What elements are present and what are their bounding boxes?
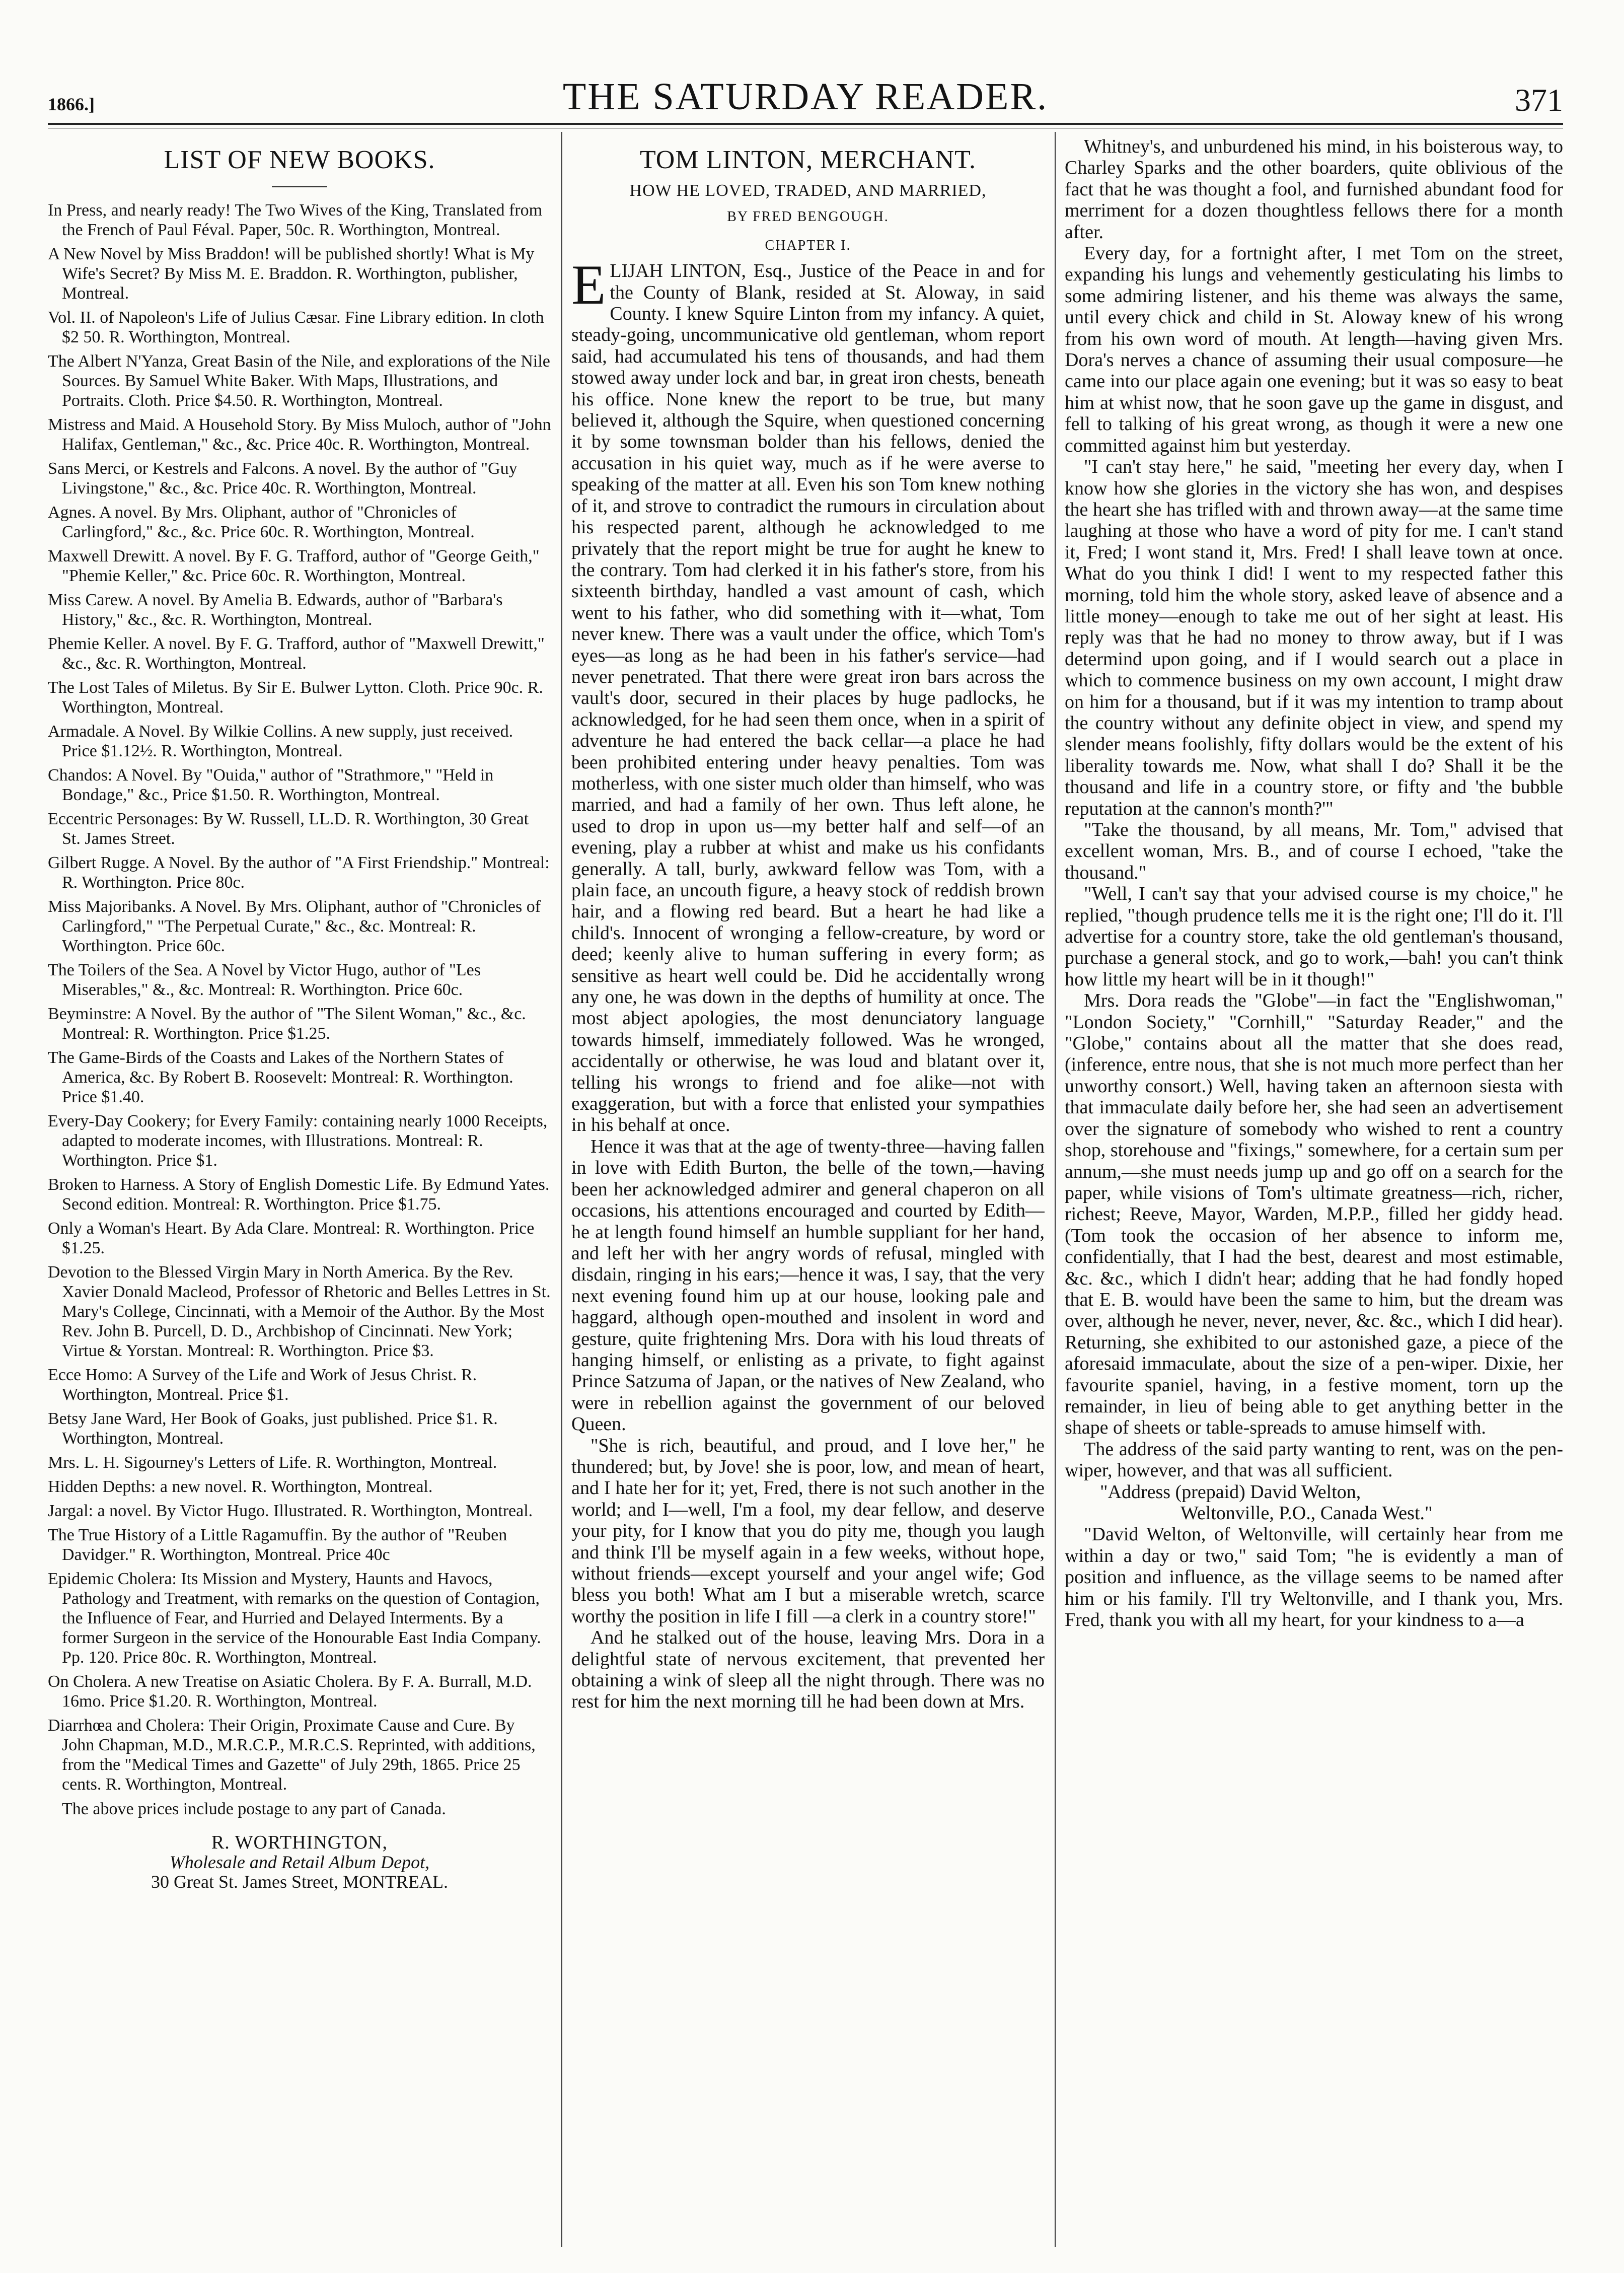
story-title: TOM LINTON, MERCHANT.: [639, 146, 977, 174]
story-paragraph: "She is rich, beautiful, and proud, and I love her," he thundered; but, by Jove! she is poor, low, and mean of heart, and I hate her for it; yet, Fred, there is not such another in the world; and I—well, I'm a fool, my dear fellow, and deserve your pity, for I know that you do pity me, though you laugh and think I'll be myself again in a few weeks, without hope, without friends—except yourself and your angel wife; God bless you both! What am I but a miserable wretch, scarce worthy the position in life I fill —a clerk in a country store!": [571, 1435, 1045, 1627]
newspaper-title: THE SATURDAY READER.: [562, 76, 1049, 118]
masthead-rule: [48, 123, 1563, 125]
story-paragraph: Every day, for a fortnight after, I met Tom on the street, expanding his lungs and vehemently gesticulating his limbs to some admiring listener, and his theme was always the same, until every chick and child in St. Aloway knew of his wrong from his own word of mouth. At length—having given Mrs. Dora's nerves a chance of assuming their usual composure—he came into our place again one evening; but it was so easy to beat him at whist now, that he soon gave up the game in disgust, and fell to talking of his great wrong, as though it were a new one committed against him but yesterday.: [1065, 243, 1563, 456]
column-3-paragraphs: [1065, 136, 1563, 1481]
address-line-1: "Address (prepaid) David Welton,: [1100, 1481, 1361, 1503]
story-paragraph: "Take the thousand, by all means, Mr. Tom," advised that excellent woman, Mrs. B., and of course I echoed, "take the thousand.": [1065, 819, 1563, 883]
story-paragraph: Mrs. Dora reads the "Globe"—in fact the "Englishwoman," "London Society," "Cornhill," "Saturday Reader," and the "Globe," contains about all the matter that she does read, (inference, entre nous, that she is not much more perfect than her unworthy consort.) Well, having taken an afternoon siesta with that immaculate daily before her, she had seen an advertisement over the signature of somebody who wished to rent a country shop, storehouse and "fixings," somewhere, for a certain sum per annum,—she must needs jump up and go off on a search for the paper, while visions of Tom's ultimate greatness—rich, richer, richest; Reeve, Mayor, Warden, M.P.P., filled her giddy head. (Tom took the occasion of her absence to inform me, confidentially, that I had the best, dearest and most estimable, &c. &c., which I didn't hear; adding that he had fondly hoped that E. B. would have been the same to him, but the dream was over, although he never, never, never, &c. &c., which I did hear). Returning, she exhibited to our astonished gaze, a piece of the aforesaid immaculate, about the size of a pen-wiper. Dixie, her favourite spaniel, having, in a festive moment, torn up the remainder, in lieu of being able to get anything better in the shape of sheets or table-spreads to amuse himself with.: [1065, 990, 1563, 1439]
story-paragraph: The address of the said party wanting to rent, was on the pen-wiper, however, and that was all sufficient.: [1065, 1438, 1563, 1481]
book-entry: Gilbert Rugge. A Novel. By the author of "A First Friendship." Montreal: R. Worthington. Price 80c.: [48, 854, 550, 892]
book-entry: The Game-Birds of the Coasts and Lakes of the Northern States of America, &c. By Robert B. Roosevelt: Montreal: R. Worthington. Price $1.40.: [48, 1048, 513, 1106]
chapter-heading: CHAPTER I.: [765, 237, 851, 253]
first-paragraph-text: LIJAH LINTON, Esq., Justice of the Peace in and for the County of Blank, resided at St. Aloway, in said County. I knew Squire Linton from my infancy. A quiet, steady-going, uncommunicative old gentleman, whom report said, had accumulated his tens of thousands, and had them stowed away under lock and bar, in great iron chests, beneath his office. None knew the report to be true, but many believed it, although the Squire, when questioned concerning it by some townsman bolder than his fellows, denied the accusation in his quiet way, much as if he were averse to speaking of the matter at all. Even his son Tom knew nothing of it, and strove to contradict the rumours in circulation about his respected parent, although he acknowledged to me privately that the report might be true for aught he knew to the contrary. Tom had clerked it in his father's store, from his sixteenth birthday, handled a vast amount of cash, which went to his father, who did something with it—what, Tom never knew. There was a vault under the office, which Tom's eyes—as long as he had been in his father's service—had never penetrated. That there were great iron bars across the vault's door, secured in their places by huge padlocks, he acknowledged, for he had seen them once, when in a spirit of adventure he had entered the back cellar—a place he had been prohibited entering under heavy penalties. Tom was motherless, with one sister much older than himself, who was married, and had a family of her own. Thus left alone, he used to drop in upon us—my better half and self—of an evening, play a rubber at whist and make us his confidants generally. A tall, burly, awkward fellow was Tom, with a plain face, an uncouth figure, a heavy stock of reddish brown hair, and a flowing red beard. But a heart he had like a child's. Innocent of wronging a fellow-creature, by word or deed; keenly alive to human suffering in every form; as sensitive as heart well could be. Did he accidentally wrong any one, he was down in the depths of humility at once. The most abject apologies, the most denunciatory language towards himself, immediately followed. Was he wronged, accidentally or otherwise, he was loud and blatant over it, telling his wrongs to friend and foe alike—not with exaggeration, but with a force that enlisted your sympathies in his behalf at once.: [571, 260, 1045, 1136]
book-entry: Epidemic Cholera: Its Mission and Mystery, Haunts and Havocs, Pathology and Treatment, with remarks on the question of Contagion, the Influence of Fear, and Hurried and Delayed Interments. By a former Surgeon in the service of the Honourable East India Company. Pp. 120. Price 80c. R. Worthington, Montreal.: [48, 1570, 541, 1667]
column-divider: [1055, 132, 1056, 2247]
book-entry: Hidden Depths: a new novel. R. Worthington, Montreal.: [48, 1477, 433, 1496]
book-entry: In Press, and nearly ready! The Two Wives of the King, Translated from the French of Paul Féval. Paper, 50c. R. Worthington, Montreal.: [48, 201, 543, 239]
page-number: 371: [1515, 82, 1563, 118]
publisher-role: Wholesale and Retail Album Depot,: [169, 1852, 430, 1872]
book-list: [48, 200, 551, 1794]
book-entry: Armadale. A Novel. By Wilkie Collins. A new supply, just received. Price $1.12½. R. Worthington, Montreal.: [48, 722, 513, 760]
column-2-paragraphs: [571, 1136, 1045, 1713]
drop-cap: E: [571, 254, 606, 317]
story-column-2: [571, 136, 1045, 2246]
book-entry: The True History of a Little Ragamuffin. By the author of "Reuben Davidger." R. Worthington, Montreal. Price 40c: [48, 1526, 507, 1564]
address-line-2: Weltonville, P.O., Canada West.": [1180, 1503, 1433, 1524]
book-entry: Vol. II. of Napoleon's Life of Julius Cæsar. Fine Library edition. In cloth $2 50. R. Worthington, Montreal.: [48, 308, 544, 346]
publisher-block: [48, 1833, 551, 1892]
story-subtitle: HOW HE LOVED, TRADED, AND MARRIED,: [629, 181, 987, 200]
story-column-3: [1065, 136, 1563, 2246]
book-entry: Mistress and Maid. A Household Story. By Miss Muloch, author of "John Halifax, Gentleman," &c., &c. Price 40c. R. Worthington, Montreal.: [48, 415, 551, 454]
story-paragraph: Whitney's, and unburdened his mind, in his boisterous way, to Charley Sparks and the other boarders, quite oblivious of the fact that he was thought a fool, and furnished abundant food for merriment for a dozen thoughtless fellows there for a month after.: [1065, 136, 1563, 243]
book-entry: Agnes. A novel. By Mrs. Oliphant, author of "Chronicles of Carlingford," &c., &c. Price 60c. R. Worthington, Montreal.: [48, 503, 475, 541]
book-entry: Ecce Homo: A Survey of the Life and Work of Jesus Christ. R. Worthington, Montreal. Price $1.: [48, 1366, 477, 1404]
book-entry: Jargal: a novel. By Victor Hugo. Illustrated. R. Worthington, Montreal.: [48, 1502, 533, 1520]
book-entry: Eccentric Personages: By W. Russell, LL.D. R. Worthington, 30 Great St. James Street.: [48, 810, 529, 848]
book-entry: Sans Merci, or Kestrels and Falcons. A novel. By the author of "Guy Livingstone," &c., &c. Price 40c. R. Worthington, Montreal.: [48, 459, 518, 498]
publisher-name: R. WORTHINGTON,: [211, 1832, 388, 1853]
story-paragraph: [571, 254, 1045, 1136]
book-entry: Miss Majoribanks. A Novel. By Mrs. Oliphant, author of "Chronicles of Carlingford," "The Perpetual Curate," &c., &c. Montreal: R. Worthington. Price 60c.: [48, 897, 541, 955]
book-entry: Miss Carew. A novel. By Amelia B. Edwards, author of "Barbara's History," &c., &c. R. Worthington, Montreal.: [48, 591, 503, 629]
book-entry: The Lost Tales of Miletus. By Sir E. Bulwer Lytton. Cloth. Price 90c. R. Worthington, Montreal.: [48, 678, 543, 717]
book-entry: Every-Day Cookery; for Every Family: containing nearly 1000 Receipts, adapted to moderate incomes, with Illustrations. Montreal: R. Worthington. Price $1.: [48, 1112, 548, 1170]
book-entry: Broken to Harness. A Story of English Domestic Life. By Edmund Yates. Second edition. Montreal: R. Worthington. Price $1.75.: [48, 1175, 550, 1214]
book-entry: Chandos: A Novel. By "Ouida," author of "Strathmore," "Held in Bondage," &c., Price $1.50. R. Worthington, Montreal.: [48, 766, 494, 804]
story-paragraph: "David Welton, of Weltonville, will certainly hear from me within a day or two," said Tom; "he is evidently a man of position and influence, as the village seems to be named after him or his family. I'll try Weltonville, and I thank you, Mrs. Fred, thank you with all my heart, for your kindness to a—a: [1065, 1524, 1563, 1631]
story-byline: BY FRED BENGOUGH.: [727, 209, 889, 225]
story-paragraph: "I can't stay here," he said, "meeting her every day, when I know how she glories in the victory she has won, and despises the heart she has trifled with and thrown away—at the same time laughing at those who have a word of pity for me. I can't stand it, Fred; I wont stand it, Mrs. Fred! I shall leave town at once. What do you think I did! I went to my respected father this morning, told him the whole story, asked leave of absence and a little money—enough to take me out of her sight at least. His reply was that he had no money to throw away, but if I was determind upon going, and if I would search out a place in which to commence business on my own account, I might draw on him for a thousand, but if it was my intention to tramp about the country without any definite object in view, and spend my slender means foolishly, fifty dollars would be the extent of his liberality towards me. Now, what shall I do? Shall it be the thousand and life in a country store, or fifty and 'the bubble reputation at the cannon's month?'": [1065, 456, 1563, 819]
postage-note: The above prices include postage to any part of Canada.: [62, 1800, 446, 1818]
book-entry: A New Novel by Miss Braddon! will be published shortly! What is My Wife's Secret? By Miss M. E. Braddon. R. Worthington, publisher, Montreal.: [48, 245, 535, 303]
book-entry: Devotion to the Blessed Virgin Mary in North America. By the Rev. Xavier Donald Macleod, Professor of Rhetoric and Belles Lettres in St. Mary's College, Cincinnati, with a Memoir of the Author. By the Most Rev. John B. Purcell, D. D., Archbishop of Cincinnati. New York; Virtue & Yorstan. Montreal: R. Worthington. Price $3.: [48, 1263, 551, 1360]
story-paragraph: And he stalked out of the house, leaving Mrs. Dora in a delightful state of nervous excitement, that prevented her obtaining a wink of sleep all the night through. There was no rest for him the next morning till he had been down at Mrs.: [571, 1627, 1045, 1713]
books-column: [48, 136, 551, 2246]
book-entry: On Cholera. A new Treatise on Asiatic Cholera. By F. A. Burrall, M.D. 16mo. Price $1.20. R. Worthington, Montreal.: [48, 1672, 532, 1711]
book-entry: Mrs. L. H. Sigourney's Letters of Life. R. Worthington, Montreal.: [48, 1453, 497, 1472]
heading-rule: [272, 186, 327, 187]
book-entry: The Toilers of the Sea. A Novel by Victor Hugo, author of "Les Miserables," &., &c. Montreal: R. Worthington. Price 60c.: [48, 961, 481, 999]
column-divider: [561, 132, 562, 2247]
masthead: [48, 65, 1563, 121]
book-entry: Only a Woman's Heart. By Ada Clare. Montreal: R. Worthington. Price $1.25.: [48, 1219, 535, 1257]
book-entry: Betsy Jane Ward, Her Book of Goaks, just published. Price $1. R. Worthington, Montreal.: [48, 1409, 498, 1448]
issue-date: 1866.]: [48, 94, 95, 114]
book-entry: Phemie Keller. A novel. By F. G. Trafford, author of "Maxwell Drewitt," &c., &c. R. Worthington, Montreal.: [48, 634, 545, 673]
book-entry: Maxwell Drewitt. A novel. By F. G. Trafford, author of "George Geith," "Phemie Keller," &c. Price 60c. R. Worthington, Montreal.: [48, 547, 540, 585]
story-paragraph: "Well, I can't say that your advised course is my choice," he replied, "though prudence tells me it is the right one; I'll do it. I'll advertise for a country store, take the old gentleman's thousand, purchase a general stock, and go to work,—bah! you can't think how little my heart will be in it though!": [1065, 883, 1563, 990]
book-entry: Diarrhœa and Cholera: Their Origin, Proximate Cause and Cure. By John Chapman, M.D., M.R.C.P., M.R.C.S. Reprinted, with additions, from the "Medical Times and Gazette" of July 29th, 1865. Price 25 cents. R. Worthington, Montreal.: [48, 1716, 536, 1794]
book-entry: Beyminstre: A Novel. By the author of "The Silent Woman," &c., &c. Montreal: R. Worthington. Price $1.25.: [48, 1005, 526, 1043]
books-heading: LIST OF NEW BOOKS.: [164, 146, 435, 174]
book-entry: The Albert N'Yanza, Great Basin of the Nile, and explorations of the Nile Sources. By Samuel White Baker. With Maps, Illustrations, and Portraits. Cloth. Price $4.50. R. Worthington, Montreal.: [48, 352, 550, 410]
story-paragraph: Hence it was that at the age of twenty-three—having fallen in love with Edith Burton, the belle of the town,—having been her acknowledged admirer and general chaperon on all occasions, his attentions encouraged and courted by Edith—he at length found himself an humble suppliant for her hand, and left her with her angry words of refusal, mingled with disdain, ringing in his ears;—hence it was, I say, that the very next evening found him up at our house, looking pale and haggard, although open-mouthed and insolent in word and gesture, quite frightening Mrs. Dora with his loud threats of hanging himself, or enlisting as a private, to fight against Prince Satzuma of Japan, or the natives of New Zealand, who were in rebellion against the government of our beloved Queen.: [571, 1135, 1045, 1435]
publisher-address: 30 Great St. James Street, MONTREAL.: [151, 1872, 448, 1892]
